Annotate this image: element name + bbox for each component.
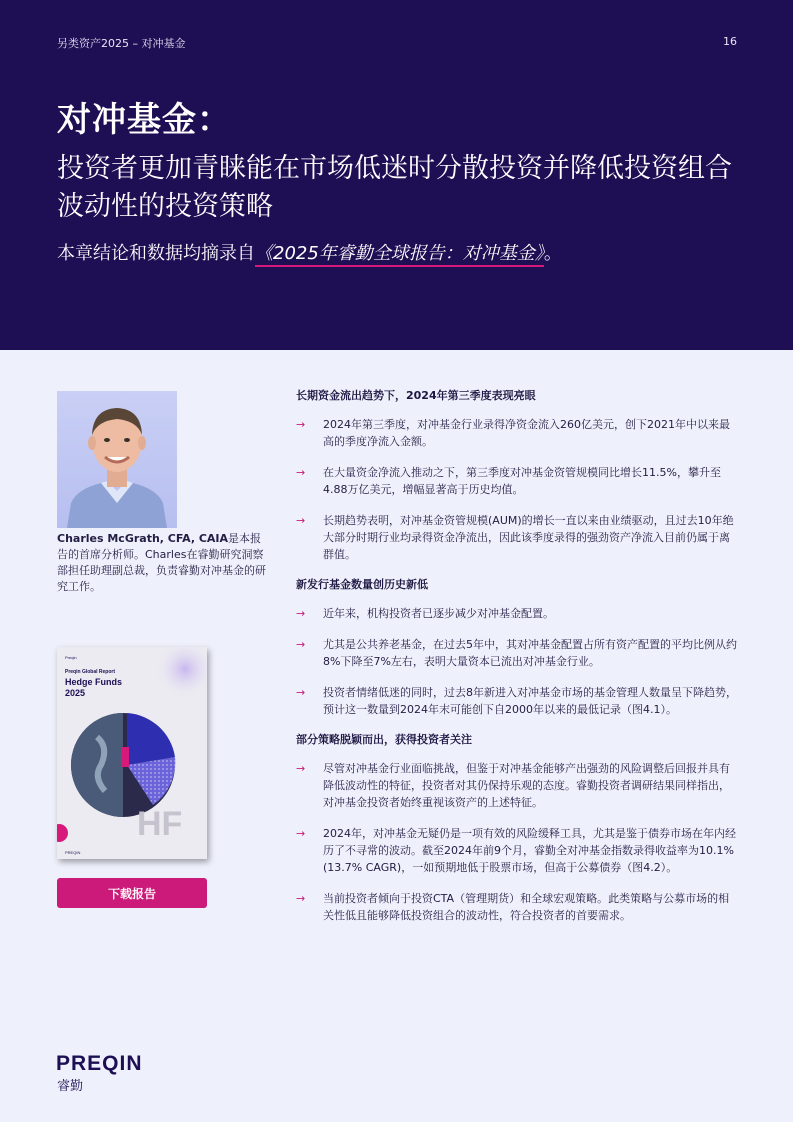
hero-banner [0, 0, 793, 350]
section-2 [296, 577, 739, 718]
preqin-logo-cn: 睿勤 [57, 1079, 84, 1094]
bullet-text: 长期趋势表明，对冲基金资管规模(AUM)的增长一直以来由业绩驱动，且过去10年绝大部分时期行业均录得资金净流出，因此该季度录得的强劲资产净流入目前仍属于离群值。 [323, 514, 734, 561]
bullet-item [296, 605, 739, 622]
arrow-icon: → [296, 466, 306, 479]
arrow-icon: → [296, 607, 306, 620]
cover-brand: Preqin [65, 655, 77, 660]
author-photo [57, 391, 177, 528]
running-header: 另类资产2025 – 对冲基金 [57, 37, 186, 50]
bullet-text: 投资者情绪低迷的同时，过去8年新进入对冲基金市场的基金管理人数量呈下降趋势，预计这一数量到2024年末可能创下自2000年以来的最低记录（图4.1）。 [323, 686, 737, 716]
bullet-list [296, 760, 739, 924]
section-title: 长期资金流出趋势下，2024年第三季度表现亮眼 [296, 389, 536, 402]
report-cover[interactable] [57, 647, 207, 859]
section-1 [296, 388, 739, 563]
section-3 [296, 732, 739, 924]
bullet-item [296, 760, 739, 811]
arrow-icon: → [296, 514, 306, 527]
bullet-item [296, 825, 739, 876]
arrow-icon: → [296, 827, 306, 840]
svg-text:HF: HF [137, 805, 183, 843]
cover-footer: PREQIN [65, 850, 81, 855]
bullet-item [296, 512, 739, 563]
arrow-icon: → [296, 892, 306, 905]
cover-series: Preqin Global Report [65, 669, 116, 675]
arrow-icon: → [296, 418, 306, 431]
bullet-list [296, 416, 739, 563]
section-title: 新发行基金数量创历史新低 [296, 578, 428, 591]
arrow-icon: → [296, 638, 306, 651]
bullet-item [296, 464, 739, 498]
preqin-logo: PREQIN [56, 1052, 143, 1075]
author-name: Charles McGrath, CFA, CAIA [57, 532, 229, 545]
bullet-item [296, 416, 739, 450]
intro-line [57, 239, 562, 265]
bullet-item [296, 684, 739, 718]
author-bio-text: 是本报告的首席分析师。Charles在睿勤研究洞察部担任助理副总裁，负责睿勤对冲基金的研究工作。 [57, 532, 266, 593]
bullet-text: 尽管对冲基金行业面临挑战，但鉴于对冲基金能够产出强劲的风险调整后回报并具有降低波动性的特征，投资者对其仍保持乐观的态度。睿勤投资者调研结果同样指出，对冲基金投资者始终重视该资产的上述特征。 [323, 762, 730, 809]
cover-title-line1: Hedge Funds [65, 677, 123, 687]
report-link[interactable]: 《2025年睿勤全球报告：对冲基金》 [255, 243, 544, 267]
arrow-icon: → [296, 686, 306, 699]
bullet-text: 近年来，机构投资者已逐步减少对冲基金配置。 [323, 607, 554, 620]
bullet-item [296, 636, 739, 670]
author-portrait-image [57, 391, 177, 528]
bullet-text: 2024年，对冲基金无疑仍是一项有效的风险缓释工具，尤其是鉴于债券市场在年内经历了不寻常的波动。截至2024年前9个月，睿勤全对冲基金指数录得收益率为10.1%(13.7% CAGR)，一如预期地低于股票市场，但高于公募债券（图4.2）。 [323, 827, 736, 874]
page-subtitle: 投资者更加青睐能在市场低迷时分散投资并降低投资组合波动性的投资策略 [57, 153, 732, 222]
main-content [296, 388, 739, 938]
bullet-text: 2024年第三季度，对冲基金行业录得净资金流入260亿美元，创下2021年中以来最高的季度净流入金额。 [323, 418, 730, 448]
bullet-text: 当前投资者倾向于投资CTA（管理期货）和全球宏观策略。此类策略与公募市场的相关性低且能够降低投资组合的波动性，符合投资者的首要需求。 [323, 892, 730, 922]
download-report-button[interactable]: 下载报告 [57, 878, 207, 908]
bullet-text: 在大量资金净流入推动之下，第三季度对冲基金资管规模同比增长11.5%，攀升至4.88万亿美元，增幅显著高于历史均值。 [323, 466, 721, 496]
bullet-text: 尤其是公共养老基金，在过去5年中，其对冲基金配置占所有资产配置的平均比例从约8%下降至7%左右，表明大量资本已流出对冲基金行业。 [323, 638, 737, 668]
bullet-list [296, 605, 739, 718]
cover-title-line2: 2025 [65, 688, 86, 698]
cover-artwork [57, 647, 207, 859]
page-title: 对冲基金： [57, 100, 232, 140]
intro-suffix: 。 [543, 243, 562, 264]
bullet-item [296, 890, 739, 924]
author-bio [57, 531, 267, 595]
arrow-icon: → [296, 762, 306, 775]
section-title: 部分策略脱颖而出，获得投资者关注 [296, 733, 472, 746]
page-number: 16 [723, 35, 737, 48]
intro-prefix: 本章结论和数据均摘录自 [57, 243, 255, 264]
